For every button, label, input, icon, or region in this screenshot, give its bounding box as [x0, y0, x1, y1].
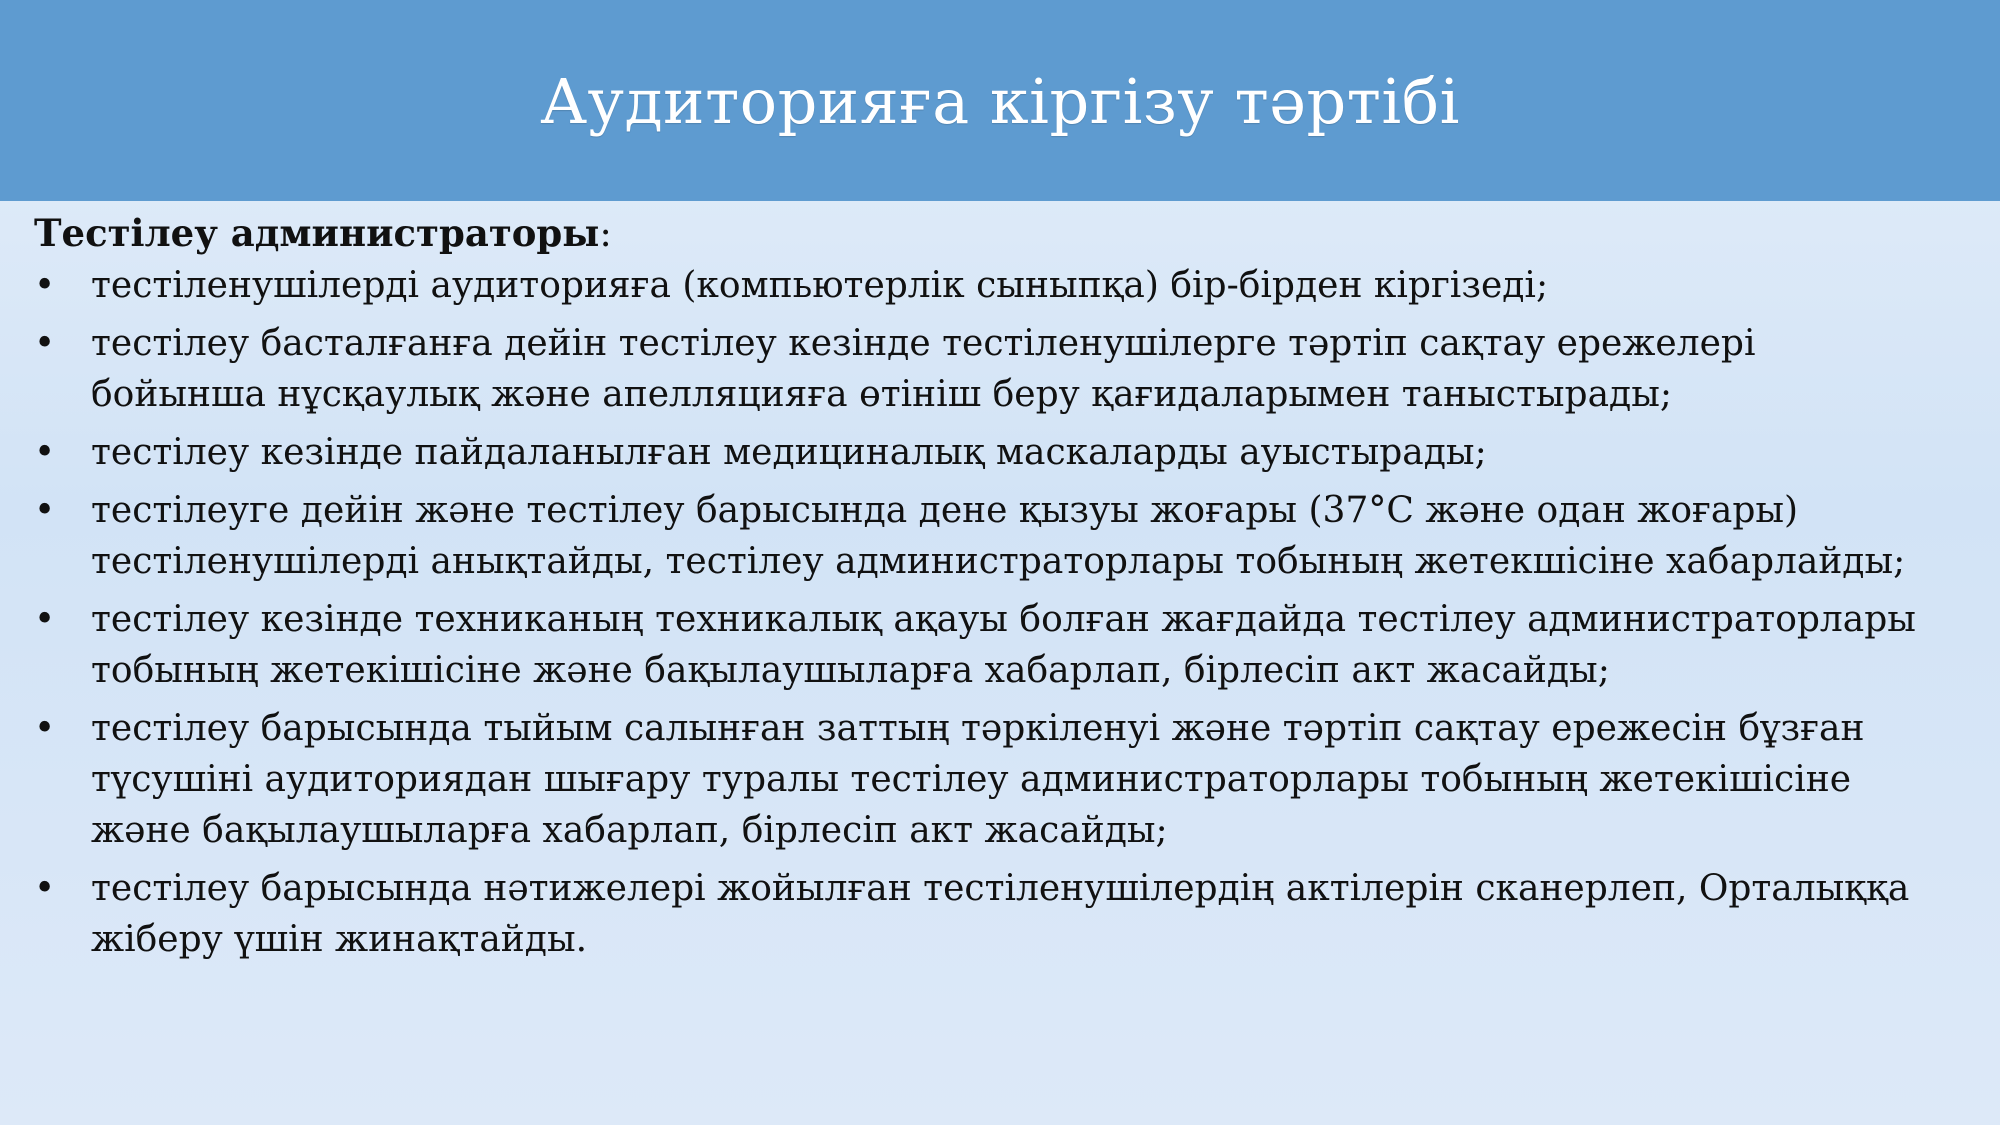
list-item	[34, 863, 1984, 965]
list-item	[34, 485, 1984, 587]
slide-content	[34, 208, 1984, 972]
list-item	[34, 594, 1984, 696]
list-item	[34, 427, 1984, 478]
bullet-dot: •	[34, 708, 56, 749]
list-item-text: тестілеу кезінде пайдаланылған медициналық маскаларды ауыстырады;	[91, 432, 1487, 473]
list-item-text: тобының жетекішісіне және бақылаушыларға хабарлап, бірлесіп акт жасайды;	[91, 650, 1610, 691]
list-item	[34, 703, 1984, 856]
list-item-text: тестілеуге дейін және тестілеу барысында дене қызуы жоғары (37°С және одан жоғары)	[91, 490, 1799, 531]
list-item-text: және бақылаушыларға хабарлап, бірлесіп акт жасайды;	[91, 810, 1168, 851]
list-item-text: бойынша нұсқаулық және апелляцияға өтініш беру қағидаларымен таныстырады;	[91, 374, 1672, 415]
bullet-dot: •	[34, 265, 56, 306]
section-heading	[34, 208, 1984, 260]
list-item-text: тестілеу басталғанға дейін тестілеу кезінде тестіленушілерге тәртіп сақтау ережелері	[91, 323, 1756, 364]
bullet-dot: •	[34, 490, 56, 531]
list-item	[34, 260, 1984, 311]
list-item-text: тестілеу барысында тыйым салынған заттың тәркіленуі және тәртіп сақтау ережесін бұзған	[91, 708, 1865, 749]
bullet-dot: •	[34, 432, 56, 473]
list-item	[34, 318, 1984, 420]
slide-title: Аудиторияға кіргізу тәртібі	[540, 65, 1460, 138]
bullet-dot: •	[34, 323, 56, 364]
section-heading-colon: :	[599, 212, 612, 255]
bullet-list	[34, 260, 1984, 965]
list-item-text: жіберу үшін жинақтайды.	[91, 919, 588, 960]
list-item-text: тестіленушілерді аудиторияға (компьютерлік сыныпқа) бір-бірден кіргізеді;	[91, 265, 1549, 306]
list-item-text: тестілеу кезінде техниканың техникалық ақауы болған жағдайда тестілеу администраторлары	[91, 599, 1916, 640]
list-item-text: тестілеу барысында нәтижелері жойылған тестіленушілердің актілерін сканерлеп, Орталыққа	[91, 868, 1910, 909]
title-bar	[0, 0, 2000, 201]
bullet-dot: •	[34, 599, 56, 640]
list-item-text: тестіленушілерді анықтайды, тестілеу администраторлары тобының жетекшісіне хабарлайды;	[91, 541, 1906, 582]
list-item-text: түсушіні аудиториядан шығару туралы тестілеу администраторлары тобының жетекішісіне	[91, 759, 1852, 800]
section-heading-label: Тестілеу администраторы	[34, 211, 600, 255]
bullet-dot: •	[34, 868, 56, 909]
